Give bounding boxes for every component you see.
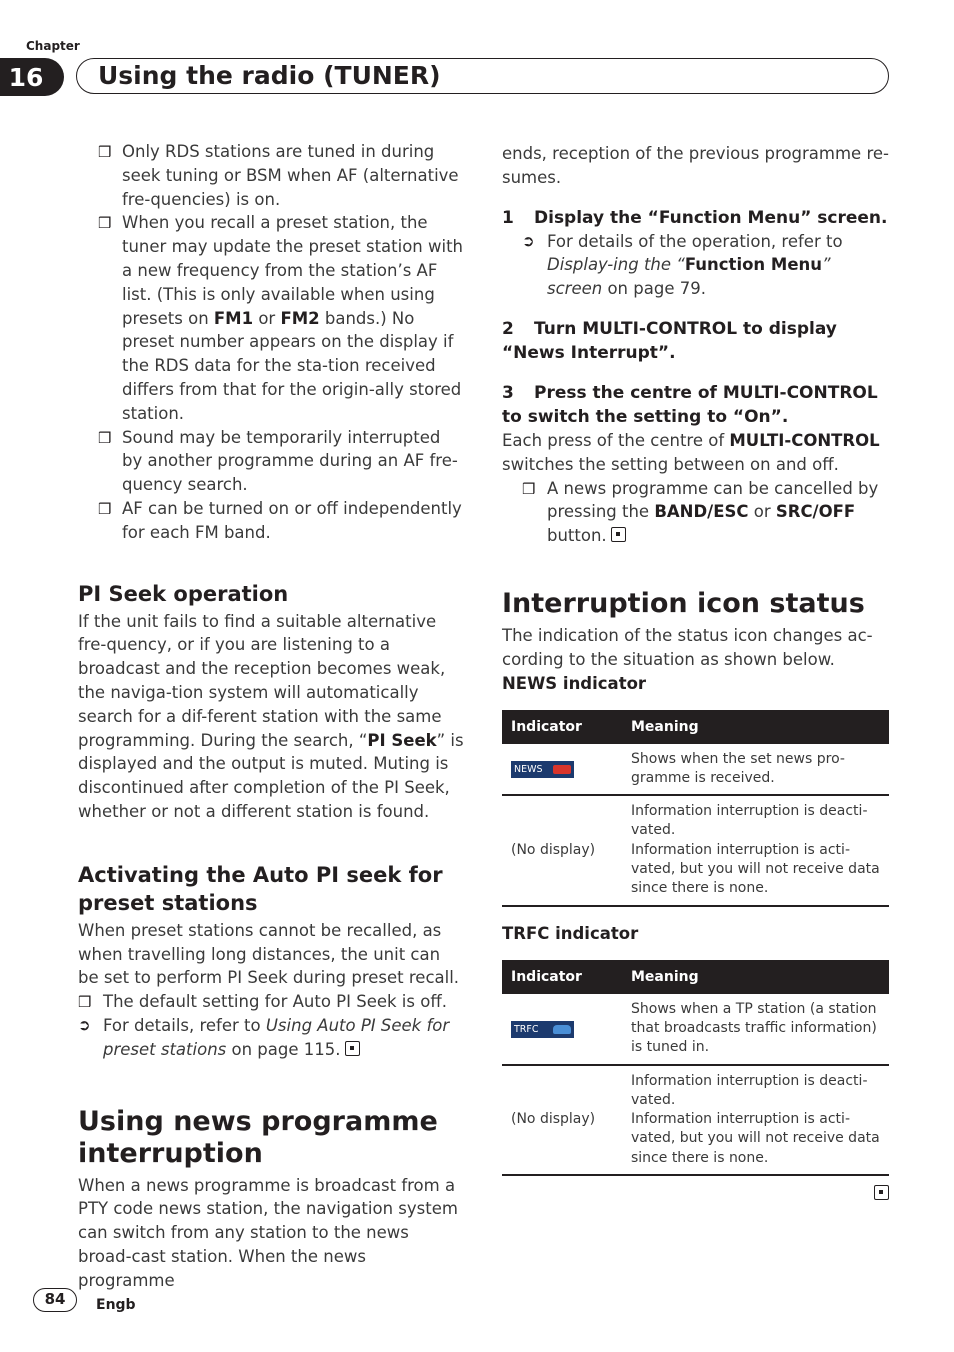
trfc-indicator-table: [502, 960, 889, 1176]
reference-text: on page 79.: [602, 279, 706, 299]
interruption-body: The indication of the status icon changes ac-cording to the situation as shown below.: [502, 625, 873, 669]
car-icon: [553, 1025, 571, 1034]
note-text: A news programme can be cancelled by pressing the: [547, 478, 879, 522]
auto-pi-body: When preset stations cannot be recalled, as when travelling long distances, the unit can be set to perform PI Seek during preset recall.: [78, 920, 460, 988]
indicator-cell: [502, 744, 631, 796]
note-sound-interrupted: [98, 426, 464, 497]
table-row: [502, 1065, 889, 1175]
step-3-note: [502, 477, 889, 548]
pi-seek-body: [78, 610, 464, 824]
reference-bold: Function Menu: [684, 255, 823, 275]
src-off-label: SRC/OFF: [775, 502, 856, 522]
checkbox-bullet-icon: ❒: [78, 993, 92, 1012]
step-3-body: [502, 429, 889, 477]
indicator-cell: (No display): [502, 1065, 631, 1175]
table-header-row: [502, 960, 889, 994]
table-row: [502, 744, 889, 796]
note-text: AF can be turned on or off independently for each FM band.: [122, 498, 462, 542]
column-header-meaning: Meaning: [631, 710, 889, 744]
checkbox-bullet-icon: ❒: [98, 428, 112, 447]
news-accent-shape: [553, 765, 571, 774]
note-text: Sound may be temporarily interrupted by another programme during an AF fre-quency search.: [122, 427, 458, 495]
meaning-line: Information interruption is acti-vated, but you will not receive data since there is none.: [631, 1111, 880, 1166]
table-row: [502, 994, 889, 1065]
checkbox-bullet-icon: ❒: [522, 479, 536, 498]
fm1-label: FM1: [213, 308, 254, 328]
multi-control-label: MULTI-CONTROL: [729, 430, 880, 450]
step-3-text: switches the setting between on and off.: [502, 454, 839, 474]
step-3: [502, 381, 889, 429]
news-indicator-table: [502, 710, 889, 907]
chapter-title: Using the radio (TUNER): [98, 61, 441, 90]
trfc-indicator-label: TRFC indicator: [502, 923, 639, 943]
table-end: [502, 1184, 889, 1203]
meaning-line: Information interruption is deacti-vated.: [631, 803, 868, 839]
note-text: or: [748, 502, 776, 522]
reference-link[interactable]: ” screen: [547, 255, 831, 299]
step-text: Turn MULTI-CONTROL to display “News Interrupt”.: [502, 318, 837, 363]
reference-text: on page 115.: [226, 1039, 341, 1059]
pi-seek-heading: PI Seek operation: [78, 581, 289, 606]
end-of-section-icon: [345, 1041, 360, 1056]
news-heading: Using news programme interruption: [78, 1105, 438, 1169]
reference-link[interactable]: Using Auto PI Seek for preset stations: [103, 1015, 450, 1059]
arrow-reference-icon: ➲: [522, 231, 535, 250]
step-number: 1: [502, 207, 514, 228]
page-language: Engb: [96, 1297, 136, 1313]
right-column: [502, 140, 889, 1203]
table-header-row: [502, 710, 889, 744]
step-1-reference: [502, 230, 889, 301]
left-column: [78, 140, 464, 1292]
reference-link[interactable]: Display-ing the “: [547, 255, 685, 275]
icon-text: NEWS: [514, 764, 543, 776]
table-row: [502, 795, 889, 905]
pi-seek-text: If the unit fails to find a suitable alternative fre-quency, or if you are listening to a broadcast and the reception becomes weak, the naviga-tion system will automatically search for a dif-ferent station with the same programming. During the search, “: [78, 611, 446, 750]
step-number: 2: [502, 318, 514, 339]
band-esc-label: BAND/ESC: [654, 502, 749, 522]
auto-pi-note: [78, 990, 464, 1014]
note-text: The default setting for Auto PI Seek is off.: [103, 992, 447, 1012]
news-continued: ends, reception of the previous programme re-sumes.: [502, 144, 889, 187]
note-text: button.: [547, 526, 607, 546]
column-header-indicator: Indicator: [502, 710, 631, 744]
note-text: Only RDS stations are tuned in during seek tuning or BSM when AF (alternative fre-quencies) is on.: [122, 142, 459, 209]
auto-pi-reference: [78, 1014, 464, 1062]
step-1: [502, 206, 889, 230]
step-2: [502, 317, 889, 365]
auto-pi-heading: Activating the Auto PI seek for preset stations: [78, 862, 443, 915]
news-indicator-label: NEWS indicator: [502, 673, 647, 693]
news-indicator-icon: [511, 761, 574, 778]
note-af-toggle: [98, 497, 464, 545]
checkbox-bullet-icon: ❒: [98, 143, 112, 161]
fm2-label: FM2: [280, 308, 320, 328]
news-body: When a news programme is broadcast from a PTY code news station, the navigation system can switch from any station to the news broad-cast station. When the news programme: [78, 1175, 458, 1290]
step-number: 3: [502, 382, 514, 403]
interruption-heading: Interruption icon status: [502, 587, 865, 619]
meaning-cell: Shows when a TP station (a station that broadcasts traffic information) is tuned in.: [631, 994, 889, 1065]
chapter-number: 16: [0, 58, 64, 96]
page-number: 84: [33, 1288, 77, 1312]
step-text: Display the “Function Menu” screen.: [534, 207, 888, 228]
chapter-label: Chapter: [26, 39, 80, 53]
note-text: or: [253, 308, 281, 328]
arrow-reference-icon: ➲: [78, 1015, 91, 1034]
note-text: bands.) No preset number appears on the display if the RDS data for the sta-tion received differs from that for the origin-ally stored station.: [122, 308, 462, 423]
end-of-section-icon: [874, 1185, 889, 1200]
meaning-cell: Shows when the set news pro-gramme is received.: [631, 744, 889, 796]
pi-seek-bold: PI Seek: [367, 730, 437, 750]
indicator-cell: [502, 994, 631, 1065]
step-text: Press the centre of MULTI-CONTROL to switch the setting to “On”.: [502, 382, 878, 427]
note-preset-recall: [98, 211, 464, 425]
reference-text: For details, refer to: [103, 1015, 266, 1035]
step-3-text: Each press of the centre of: [502, 430, 730, 450]
meaning-cell: [631, 795, 889, 905]
meaning-line: Information interruption is deacti-vated.: [631, 1072, 868, 1108]
end-of-section-icon: [611, 527, 626, 542]
column-header-meaning: Meaning: [631, 960, 889, 994]
meaning-line: Information interruption is acti-vated, but you will not receive data since there is none.: [631, 841, 880, 897]
meaning-cell: [631, 1065, 889, 1175]
reference-text: For details of the operation, refer to: [547, 231, 843, 251]
note-rds-only: [98, 140, 464, 211]
checkbox-bullet-icon: ❒: [98, 214, 112, 233]
column-header-indicator: Indicator: [502, 960, 631, 994]
trfc-indicator-icon: [511, 1021, 574, 1038]
checkbox-bullet-icon: ❒: [98, 499, 112, 518]
note-text: When you recall a preset station, the tuner may update the preset station with a new frequency from the station’s AF list. (This is only available when using presets on: [122, 213, 464, 328]
icon-text: TRFC: [514, 1023, 539, 1035]
indicator-cell: (No display): [502, 795, 631, 905]
pi-seek-text: ” is displayed and the output is muted. Muting is discontinued after completion of the PI Seek, whether or not a different station is found.: [78, 730, 464, 821]
